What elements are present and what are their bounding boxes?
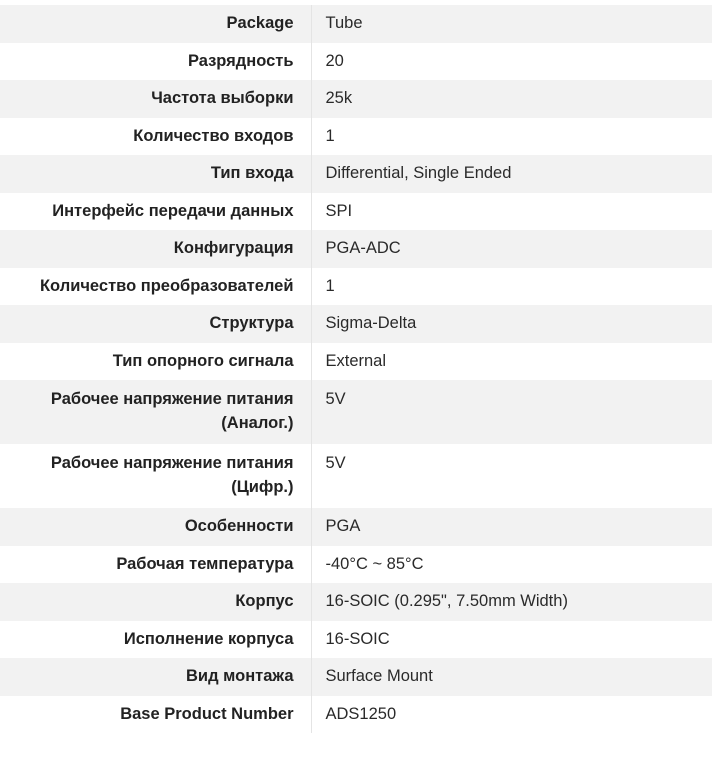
spec-row-data-interface <box>0 193 712 231</box>
spec-label: Base Product Number <box>0 696 311 734</box>
spec-label: Тип входа <box>0 155 311 193</box>
spec-value: 16-SOIC (0.295", 7.50mm Width) <box>311 583 712 621</box>
spec-value: External <box>311 343 712 381</box>
spec-label: Вид монтажа <box>0 658 311 696</box>
spec-label: Конфигурация <box>0 230 311 268</box>
spec-row-package <box>0 5 712 43</box>
spec-row-features <box>0 508 712 546</box>
spec-label: Исполнение корпуса <box>0 621 311 659</box>
spec-row-input-type <box>0 155 712 193</box>
spec-label: Структура <box>0 305 311 343</box>
spec-row-package-case <box>0 583 712 621</box>
spec-row-resolution <box>0 43 712 81</box>
spec-value: Tube <box>311 5 712 43</box>
spec-label: Корпус <box>0 583 311 621</box>
product-spec-table <box>0 5 712 733</box>
spec-value: SPI <box>311 193 712 231</box>
spec-value: 25k <box>311 80 712 118</box>
spec-value: ADS1250 <box>311 696 712 734</box>
spec-label: Тип опорного сигнала <box>0 343 311 381</box>
spec-value: Surface Mount <box>311 658 712 696</box>
spec-row-architecture <box>0 305 712 343</box>
spec-row-base-product-number <box>0 696 712 734</box>
spec-label: Частота выборки <box>0 80 311 118</box>
spec-label: Рабочее напряжение питания (Цифр.) <box>0 444 311 508</box>
spec-value: 16-SOIC <box>311 621 712 659</box>
spec-value: PGA <box>311 508 712 546</box>
spec-label: Интерфейс передачи данных <box>0 193 311 231</box>
spec-label: Рабочая температура <box>0 546 311 584</box>
spec-value: 20 <box>311 43 712 81</box>
spec-row-configuration <box>0 230 712 268</box>
spec-label: Количество преобразователей <box>0 268 311 306</box>
spec-label: Рабочее напряжение питания (Аналог.) <box>0 380 311 444</box>
spec-row-analog-supply-voltage <box>0 380 712 444</box>
spec-value: -40°C ~ 85°C <box>311 546 712 584</box>
spec-value: 1 <box>311 118 712 156</box>
spec-row-reference-type <box>0 343 712 381</box>
spec-value: PGA-ADC <box>311 230 712 268</box>
spec-value: Differential, Single Ended <box>311 155 712 193</box>
spec-value: 5V <box>311 380 712 444</box>
spec-row-converter-count <box>0 268 712 306</box>
spec-value: 1 <box>311 268 712 306</box>
spec-row-supplier-device-package <box>0 621 712 659</box>
spec-value: 5V <box>311 444 712 508</box>
spec-label: Количество входов <box>0 118 311 156</box>
spec-row-mounting-type <box>0 658 712 696</box>
spec-row-sampling-rate <box>0 80 712 118</box>
spec-label: Особенности <box>0 508 311 546</box>
spec-table-body <box>0 5 712 733</box>
spec-label: Package <box>0 5 311 43</box>
spec-row-input-count <box>0 118 712 156</box>
spec-label: Разрядность <box>0 43 311 81</box>
spec-row-digital-supply-voltage <box>0 444 712 508</box>
spec-row-operating-temperature <box>0 546 712 584</box>
spec-value: Sigma-Delta <box>311 305 712 343</box>
